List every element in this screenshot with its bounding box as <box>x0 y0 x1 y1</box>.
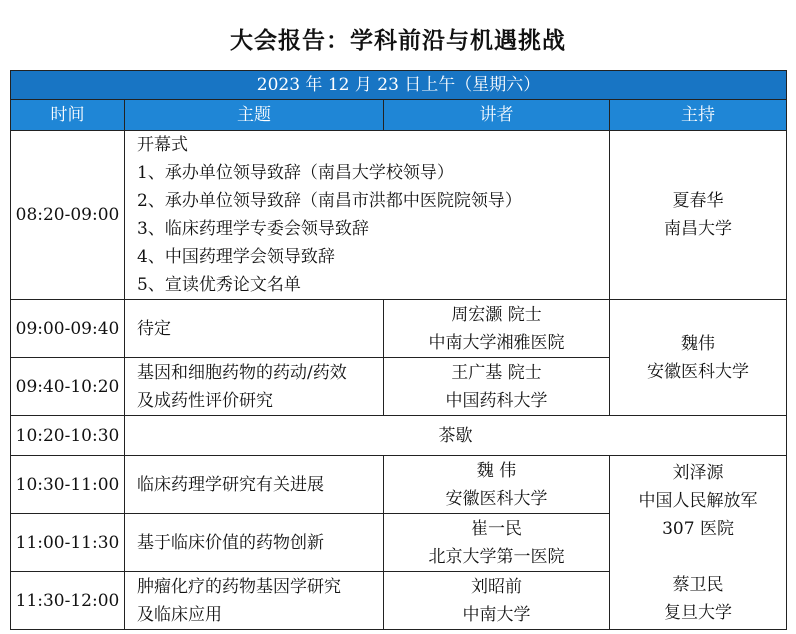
time-cell: 09:40-10:20 <box>11 358 125 416</box>
opening-line: 4、中国药理学会领导致辞 <box>137 247 335 267</box>
speaker-cell <box>384 358 610 416</box>
header-row <box>11 100 787 131</box>
header-topic: 主题 <box>125 100 384 131</box>
table-row <box>11 416 787 456</box>
speaker-affiliation: 安徽医科大学 <box>445 488 548 509</box>
header-speaker: 讲者 <box>384 100 610 131</box>
page-title: 大会报告：学科前沿与机遇挑战 <box>230 28 566 54</box>
speaker-name: 王广基 院士 <box>451 362 542 383</box>
speaker-affiliation: 中南大学湘雅医院 <box>428 332 565 353</box>
time-cell: 08:20-09:00 <box>11 131 125 300</box>
host-affiliation: 中国人民解放军 <box>638 490 758 511</box>
speaker-name: 魏 伟 <box>476 460 517 481</box>
host-name: 蔡卫民 <box>672 574 724 595</box>
time-cell: 11:30-12:00 <box>11 572 125 630</box>
host-name: 夏春华 <box>672 191 724 211</box>
speaker-affiliation: 中国药科大学 <box>445 390 548 411</box>
topic-cell <box>125 572 384 630</box>
topic-cell <box>125 358 384 416</box>
host-cell <box>610 456 787 630</box>
date-band: 2023 年 12 月 23 日上午（星期六） <box>11 71 787 100</box>
speaker-cell <box>384 300 610 358</box>
speaker-cell <box>384 514 610 572</box>
speaker-affiliation: 北京大学第一医院 <box>428 546 565 567</box>
host-cell <box>610 300 787 416</box>
topic-cell <box>125 300 384 358</box>
time-cell: 10:30-11:00 <box>11 456 125 514</box>
opening-line: 开幕式 <box>137 135 188 155</box>
speaker-name: 崔一民 <box>471 518 522 539</box>
topic-line: 及临床应用 <box>137 604 222 625</box>
topic-line: 基因和细胞药物的药动/药效 <box>137 362 347 383</box>
host-name: 刘泽源 <box>672 462 724 483</box>
host-affiliation: 安徽医科大学 <box>647 361 750 382</box>
topic-cell <box>125 514 384 572</box>
host-spacer <box>610 543 786 571</box>
topic-line: 及成药性评价研究 <box>137 390 273 411</box>
break-label: 茶歇 <box>125 416 787 456</box>
header-host: 主持 <box>610 100 787 131</box>
host-cell <box>610 131 787 300</box>
topic-cell <box>125 456 384 514</box>
table-row <box>11 456 787 514</box>
speaker-name: 刘昭前 <box>471 576 522 597</box>
table-row <box>11 300 787 358</box>
opening-line: 2、承办单位领导致辞（南昌市洪都中医院院领导） <box>137 191 522 211</box>
time-cell: 11:00-11:30 <box>11 514 125 572</box>
topic-line: 基于临床价值的药物创新 <box>137 532 324 553</box>
header-time: 时间 <box>11 100 125 131</box>
opening-line: 5、宣读优秀论文名单 <box>137 275 301 295</box>
speaker-cell <box>384 456 610 514</box>
topic-line: 肿瘤化疗的药物基因学研究 <box>137 576 341 597</box>
host-affiliation: 307 医院 <box>662 518 734 539</box>
speaker-name: 周宏灏 院士 <box>451 304 542 325</box>
opening-line: 1、承办单位领导致辞（南昌大学校领导） <box>137 163 454 183</box>
time-cell: 10:20-10:30 <box>11 416 125 456</box>
table-row <box>11 131 787 300</box>
topic-line: 待定 <box>137 318 171 339</box>
date-band-row <box>11 71 787 100</box>
host-name: 魏伟 <box>681 333 716 354</box>
time-cell: 09:00-09:40 <box>11 300 125 358</box>
host-affiliation: 南昌大学 <box>664 219 733 239</box>
opening-line: 3、临床药理学专委会领导致辞 <box>137 219 369 239</box>
speaker-cell <box>384 572 610 630</box>
host-affiliation: 复旦大学 <box>664 602 733 623</box>
topic-line: 临床药理学研究有关进展 <box>137 474 324 495</box>
opening-topic-cell <box>125 131 610 300</box>
agenda-table <box>10 70 787 630</box>
speaker-affiliation: 中南大学 <box>462 604 531 625</box>
